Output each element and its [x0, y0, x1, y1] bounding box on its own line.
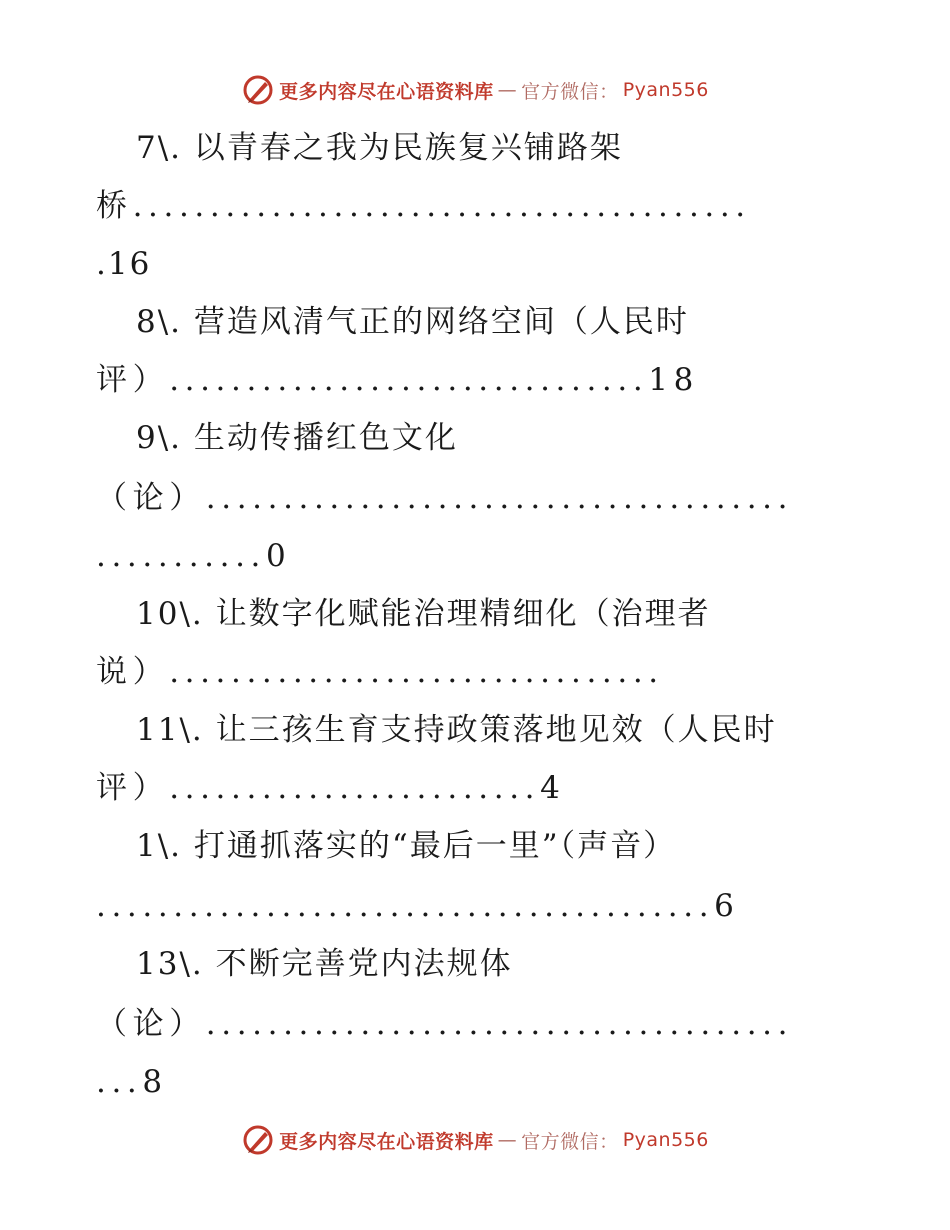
- quill-pen-circle-icon: [241, 1123, 275, 1157]
- toc-entry-leader: （论）......................................: [96, 1006, 794, 1042]
- header-watermark: [0, 70, 950, 110]
- watermark-wechat-label: 官方微信：: [521, 80, 619, 103]
- footer-watermark: [0, 1120, 950, 1160]
- toc-entry-leader: ........................................6: [96, 888, 740, 924]
- watermark-dash: —: [497, 1129, 518, 1151]
- watermark-wechat-id: Pyan556: [622, 79, 709, 101]
- toc-entry-page: ...........0: [96, 538, 292, 574]
- toc-entry-title: 13\. 不断完善党内法规体: [136, 946, 513, 982]
- toc-entry-title: 8\. 营造风清气正的网络空间（人民时: [136, 304, 689, 340]
- toc-entry-leader: 评）...............................18: [96, 362, 699, 398]
- toc-entry-title: 11\. 让三孩生育支持政策落地见效（人民时: [136, 712, 777, 748]
- toc-entry-page: ...8: [96, 1064, 168, 1100]
- toc-entry-title: 10\. 让数字化赋能治理精细化（治理者: [136, 596, 711, 632]
- quill-pen-circle-icon: [241, 73, 275, 107]
- toc-entry-title: 9\. 生动传播红色文化: [136, 420, 458, 456]
- watermark-brand-text: 更多内容尽在心语资料库: [279, 80, 494, 103]
- toc-entry-leader: 桥........................................: [96, 188, 751, 224]
- watermark-wechat-id: Pyan556: [622, 1129, 709, 1151]
- toc-entry-title: 7\. 以青春之我为民族复兴铺路架: [136, 130, 623, 166]
- toc-entry-leader: （论）......................................: [96, 480, 794, 516]
- toc-entry-title: 1\. 打通抓落实的“最后一里”（声音）: [136, 828, 677, 864]
- watermark-wechat-label: 官方微信：: [521, 1130, 619, 1153]
- watermark-brand-text: 更多内容尽在心语资料库: [279, 1130, 494, 1153]
- toc-entry-page: .16: [96, 246, 152, 282]
- toc-entry-leader: 说）................................: [96, 654, 664, 690]
- watermark-dash: —: [497, 79, 518, 101]
- toc-entry-leader: 评）........................4: [96, 770, 566, 806]
